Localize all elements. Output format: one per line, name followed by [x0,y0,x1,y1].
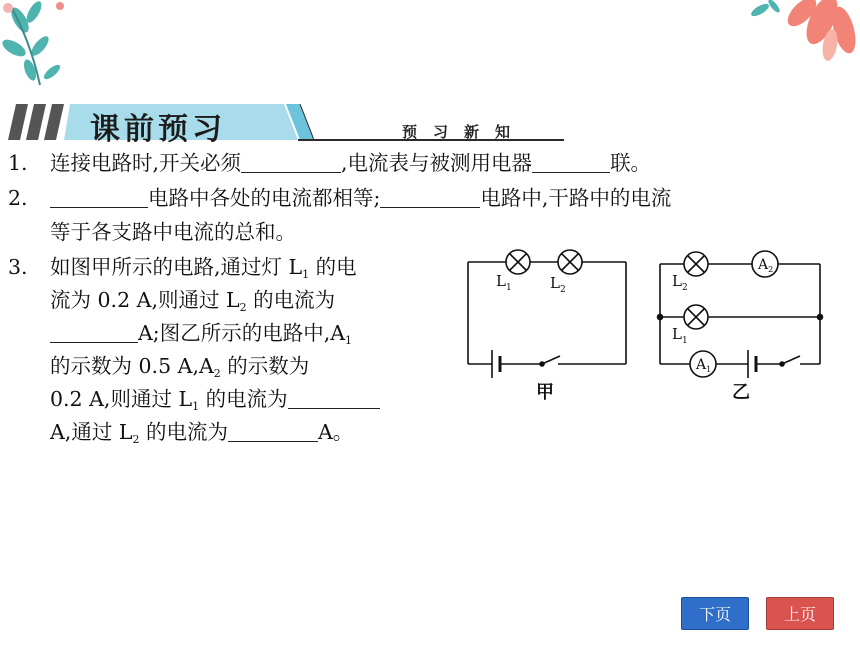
question-text: 的示数为 0.5 A,A [50,354,214,378]
circuit-diagram-yi [658,251,823,378]
lamp-label [550,274,566,295]
section-subtitle: 预习新知 [402,123,527,141]
question-number: 3. [8,255,28,279]
question-text: 流为 0.2 A,则通过 L [50,288,240,312]
subscript: 1 [302,268,310,281]
question-text: 如图甲所示的电路,通过灯 L [50,255,303,279]
circuit-diagrams [462,240,832,410]
question-text: 的电流为 [139,420,228,444]
question-text: 的电 [309,255,357,279]
answer-blank[interactable] [50,318,138,343]
corner-leaf-decoration [0,0,80,95]
lamp-label-sub: 2 [681,283,688,293]
lamp-l1 [506,250,530,274]
question-text: ,电流表与被测用电器 [341,151,533,175]
question-text: 连接电路时,开关必须 [50,151,242,175]
lamp-l2 [684,252,708,276]
corner-flower-decoration [730,0,860,75]
question-number: 2. [8,186,28,210]
subscript: 1 [192,400,200,413]
ammeter-label-sub: 2 [768,265,774,274]
question-3-line-6 [50,415,353,457]
lamp-label [672,325,688,346]
question-text: 0.2 A,则通过 L [50,387,193,411]
lamp-label-sub: 2 [559,285,566,295]
question-2-line-2: 等于各支路中电流的总和。 [50,220,296,244]
lamp-label [672,272,688,293]
switch [540,356,560,366]
question-text: A;图乙所示的电路中,A [138,321,346,345]
battery [748,350,756,378]
previous-page-button[interactable]: 上页 [766,597,834,630]
answer-blank[interactable] [50,183,148,208]
ammeter-label-letter: A [696,357,707,373]
diagram-caption-yi: 乙 [732,382,750,403]
question-text: 的示数为 [220,354,310,378]
battery [492,350,500,378]
answer-blank[interactable] [532,148,610,173]
lamp-label-letter: L [550,274,560,292]
question-text: 电路中各处的电流都相等; [148,186,381,210]
lamp-label-letter: L [672,272,682,290]
answer-blank[interactable] [288,384,380,409]
subscript: 2 [132,433,140,446]
question-text: 电路中,干路中的电流 [480,186,672,210]
lamp-l1 [684,305,708,329]
lamp-label-sub: 1 [681,336,688,346]
subscript: 2 [213,367,221,380]
circuit-diagram-jia [468,250,626,378]
subscript: 2 [239,301,247,314]
diagram-caption-jia: 甲 [536,382,554,403]
lamp-label-sub: 1 [505,283,512,293]
question-text: 的电流为 [246,288,336,312]
switch [780,356,800,366]
ammeter-label-sub: 1 [706,365,712,374]
question-number: 1. [8,151,28,175]
question-text: A,通过 L [50,420,133,444]
lamp-label-letter: L [672,325,682,343]
answer-blank[interactable] [380,183,480,208]
subscript: 1 [345,334,353,347]
answer-blank[interactable] [241,148,341,173]
question-text: A。 [317,420,354,444]
answer-blank[interactable] [228,417,318,442]
lamp-label [496,272,512,293]
question-2 [8,181,671,216]
ammeter-label-letter: A [758,257,769,273]
ammeter-label [757,257,773,274]
lamp-l2 [558,250,582,274]
question-1 [8,146,651,181]
section-title: 课前预习 [90,112,226,147]
ammeter-label [695,357,711,374]
question-text: 的电流为 [199,387,288,411]
lamp-label-letter: L [496,272,506,290]
question-text: 联。 [610,151,652,175]
next-page-button[interactable]: 下页 [681,597,749,630]
